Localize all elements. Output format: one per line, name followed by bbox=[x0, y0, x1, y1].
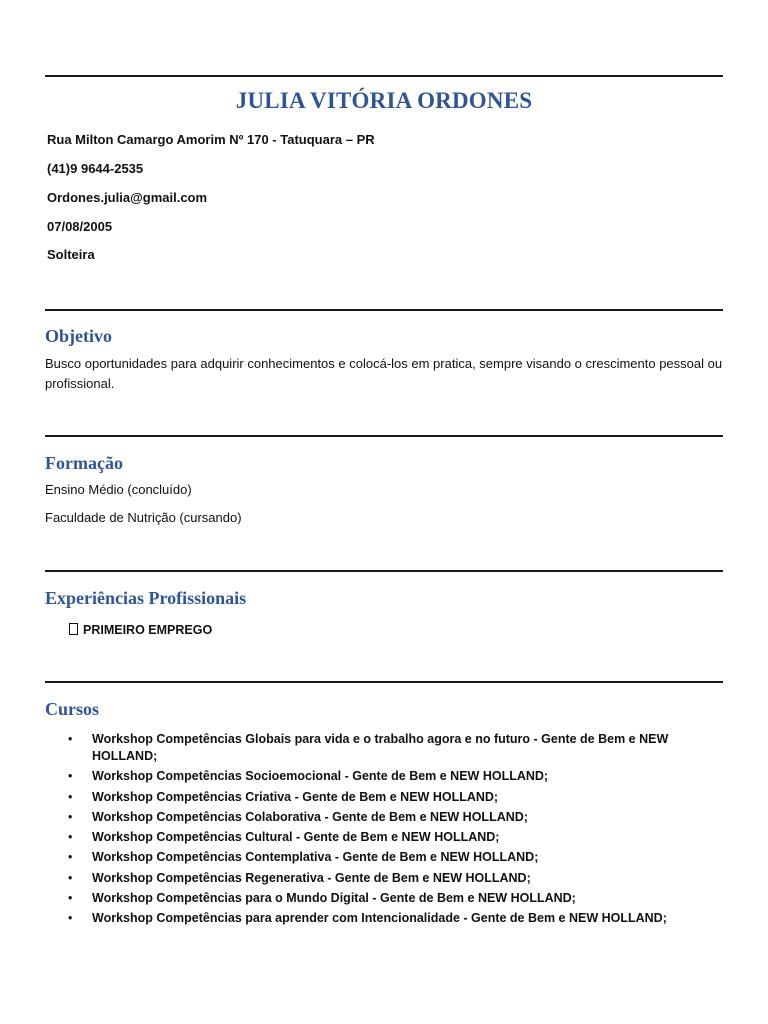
bullet-icon: • bbox=[68, 911, 73, 926]
list-item bbox=[66, 910, 726, 927]
experience-heading: Experiências Profissionais bbox=[45, 588, 247, 608]
list-item bbox=[66, 829, 726, 846]
education-heading: Formação bbox=[45, 453, 123, 473]
resume-name: JULIA VITÓRIA ORDONES bbox=[235, 88, 533, 113]
bullet-icon: • bbox=[68, 870, 73, 885]
course-label: Workshop Competências Globais para vida e o trabalho agora e no futuro - Gente de Bem e NEW HOLLAND; bbox=[92, 732, 669, 763]
education-item: Faculdade de Nutrição (cursando) bbox=[45, 510, 242, 525]
course-label: Workshop Competências para aprender com Intencionalidade - Gente de Bem e NEW HOLLAND; bbox=[92, 911, 667, 926]
birthdate: 07/08/2005 bbox=[47, 219, 113, 234]
course-label: Workshop Competências para o Mundo Digital - Gente de Bem e NEW HOLLAND; bbox=[92, 891, 576, 906]
objective-text: Busco oportunidades para adquirir conhecimentos e colocá-los em pratica, sempre visando o crescimento pessoal ou profissional. bbox=[45, 356, 723, 391]
experience-item bbox=[69, 623, 212, 637]
course-label: Workshop Competências Colaborativa - Gente de Bem e NEW HOLLAND; bbox=[92, 809, 528, 824]
divider bbox=[45, 681, 723, 683]
divider bbox=[45, 435, 723, 437]
bullet-icon: • bbox=[68, 809, 73, 824]
list-item bbox=[66, 849, 726, 866]
list-item bbox=[66, 731, 726, 765]
bullet-icon: • bbox=[68, 769, 73, 784]
course-label: Workshop Competências Contemplativa - Gente de Bem e NEW HOLLAND; bbox=[92, 850, 539, 865]
divider bbox=[45, 309, 723, 311]
email: Ordones.julia@gmail.com bbox=[47, 190, 208, 205]
marital-status: Solteira bbox=[47, 247, 95, 262]
list-item bbox=[66, 870, 726, 887]
divider bbox=[45, 75, 723, 77]
courses-list bbox=[66, 731, 726, 931]
missing-glyph-box-icon bbox=[69, 623, 78, 635]
bullet-icon: • bbox=[68, 830, 73, 845]
list-item bbox=[66, 789, 726, 806]
list-item bbox=[66, 768, 726, 785]
course-label: Workshop Competências Regenerativa - Gente de Bem e NEW HOLLAND; bbox=[92, 870, 531, 885]
bullet-icon: • bbox=[68, 732, 73, 746]
list-item bbox=[66, 890, 726, 907]
objective-heading: Objetivo bbox=[45, 326, 112, 346]
experience-item-label: PRIMEIRO EMPREGO bbox=[83, 623, 213, 637]
address: Rua Milton Camargo Amorim Nº 170 - Tatuquara – PR bbox=[47, 132, 375, 147]
course-label: Workshop Competências Criativa - Gente de Bem e NEW HOLLAND; bbox=[92, 789, 499, 804]
phone: (41)9 9644-2535 bbox=[47, 161, 144, 176]
course-label: Workshop Competências Cultural - Gente de Bem e NEW HOLLAND; bbox=[92, 830, 500, 845]
divider bbox=[45, 570, 723, 572]
course-label: Workshop Competências Socioemocional - Gente de Bem e NEW HOLLAND; bbox=[92, 769, 549, 784]
list-item bbox=[66, 809, 726, 826]
bullet-icon: • bbox=[68, 850, 73, 865]
courses-heading: Cursos bbox=[45, 699, 100, 719]
bullet-icon: • bbox=[68, 891, 73, 906]
education-item: Ensino Médio (concluído) bbox=[45, 482, 192, 497]
bullet-icon: • bbox=[68, 789, 73, 804]
